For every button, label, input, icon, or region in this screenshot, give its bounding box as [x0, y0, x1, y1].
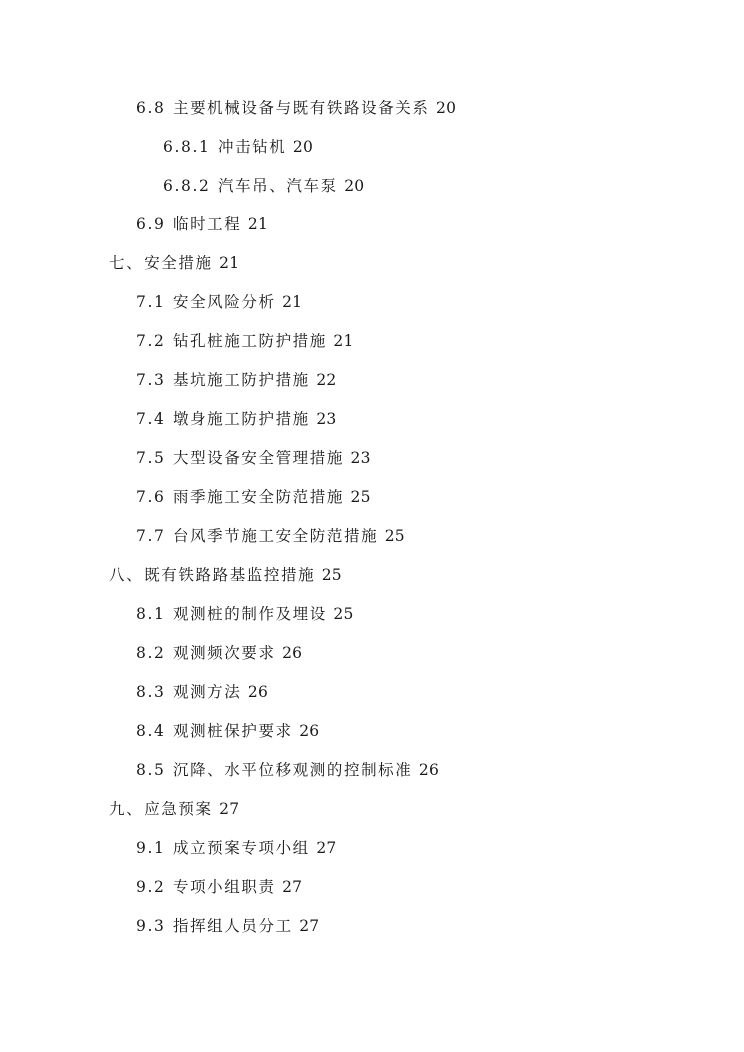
toc-title: 汽车吊、汽车泵	[217, 177, 338, 195]
toc-number: 9.2	[136, 878, 166, 896]
toc-number: 7.3	[136, 371, 166, 389]
toc-title: 观测频次要求	[172, 644, 276, 662]
toc-entry-8-4[interactable]	[136, 720, 319, 742]
toc-entry-7-3[interactable]	[136, 369, 336, 391]
toc-title: 观测桩的制作及埋设	[172, 605, 327, 623]
toc-page: 22	[316, 371, 337, 389]
toc-number: 8.4	[136, 722, 166, 740]
toc-number: 7.1	[136, 293, 166, 311]
toc-title: 观测桩保护要求	[172, 722, 293, 740]
toc-title: 冲击钻机	[217, 138, 287, 156]
toc-number: 九、	[109, 800, 144, 818]
toc-number: 8.3	[136, 683, 166, 701]
toc-page: 26	[418, 761, 440, 779]
toc-page: 25	[333, 605, 354, 623]
toc-number: 7.4	[136, 410, 166, 428]
toc-number: 9.1	[136, 839, 166, 857]
toc-entry-8-1[interactable]	[136, 603, 354, 625]
toc-entry-6-8[interactable]	[136, 97, 456, 119]
toc-title: 应急预案	[144, 800, 213, 818]
toc-title: 安全风险分析	[172, 293, 276, 311]
toc-title: 雨季施工安全防范措施	[172, 488, 344, 506]
toc-entry-7-1[interactable]	[136, 291, 302, 313]
toc-title: 基坑施工防护措施	[172, 371, 310, 389]
toc-page: 21	[219, 254, 240, 272]
toc-number: 八、	[109, 566, 144, 584]
toc-title: 沉降、水平位移观测的控制标准	[172, 761, 413, 779]
toc-entry-7-6[interactable]	[136, 486, 371, 508]
toc-title: 成立预案专项小组	[172, 839, 310, 857]
toc-page: 27	[219, 800, 240, 818]
toc-page: 25	[321, 566, 342, 584]
toc-number: 8.2	[136, 644, 166, 662]
toc-page: 21	[333, 332, 354, 350]
toc-page: 21	[282, 293, 303, 311]
toc-page: 21	[247, 215, 269, 233]
toc-entry-8-3[interactable]	[136, 681, 268, 703]
toc-number: 7.7	[136, 527, 166, 545]
toc-page: 26	[282, 644, 303, 662]
toc-number: 6.8.1	[163, 138, 211, 156]
toc-entry-8-5[interactable]	[136, 759, 439, 781]
toc-page: 26	[247, 683, 269, 701]
toc-title: 墩身施工防护措施	[172, 410, 310, 428]
toc-title: 钻孔桩施工防护措施	[172, 332, 327, 350]
toc-entry-chapter-7[interactable]	[109, 252, 239, 274]
toc-entry-8-2[interactable]	[136, 642, 302, 664]
toc-page: 25	[350, 488, 371, 506]
toc-number: 七、	[109, 254, 144, 272]
toc-title: 观测方法	[172, 683, 242, 701]
toc-entry-7-7[interactable]	[136, 525, 405, 547]
toc-page: 23	[316, 410, 337, 428]
toc-entry-6-9[interactable]	[136, 213, 268, 235]
toc-entry-chapter-9[interactable]	[109, 798, 239, 820]
toc-number: 8.1	[136, 605, 166, 623]
toc-page: 27	[282, 878, 303, 896]
toc-title: 台风季节施工安全防范措施	[172, 527, 379, 545]
toc-page: 20	[292, 138, 314, 156]
toc-entry-6-8-1[interactable]	[163, 136, 313, 158]
toc-entry-7-2[interactable]	[136, 330, 354, 352]
toc-number: 7.5	[136, 449, 166, 467]
toc-page: 23	[350, 449, 371, 467]
toc-page: 27	[299, 917, 320, 935]
toc-title: 安全措施	[144, 254, 213, 272]
toc-title: 专项小组职责	[172, 878, 276, 896]
toc-title: 大型设备安全管理措施	[172, 449, 344, 467]
toc-entry-7-5[interactable]	[136, 447, 371, 469]
toc-title: 主要机械设备与既有铁路设备关系	[172, 99, 430, 117]
toc-entry-6-8-2[interactable]	[163, 175, 364, 197]
toc-entry-chapter-8[interactable]	[109, 564, 342, 586]
toc-entry-9-3[interactable]	[136, 915, 319, 937]
toc-page: 25	[384, 527, 405, 545]
toc-title: 临时工程	[172, 215, 242, 233]
toc-number: 6.9	[136, 215, 166, 233]
toc-number: 6.8.2	[163, 177, 211, 195]
toc-page: 20	[344, 177, 365, 195]
toc-page: 20	[436, 99, 457, 117]
toc-page: 27	[316, 839, 337, 857]
toc-entry-9-1[interactable]	[136, 837, 336, 859]
toc-number: 6.8	[136, 99, 166, 117]
toc-entry-7-4[interactable]	[136, 408, 336, 430]
toc-page: 26	[299, 722, 320, 740]
toc-entry-9-2[interactable]	[136, 876, 302, 898]
toc-title: 指挥组人员分工	[172, 917, 293, 935]
toc-title: 既有铁路路基监控措施	[144, 566, 316, 584]
toc-number: 8.5	[136, 761, 166, 779]
toc-number: 7.6	[136, 488, 166, 506]
toc-number: 7.2	[136, 332, 166, 350]
toc-number: 9.3	[136, 917, 166, 935]
